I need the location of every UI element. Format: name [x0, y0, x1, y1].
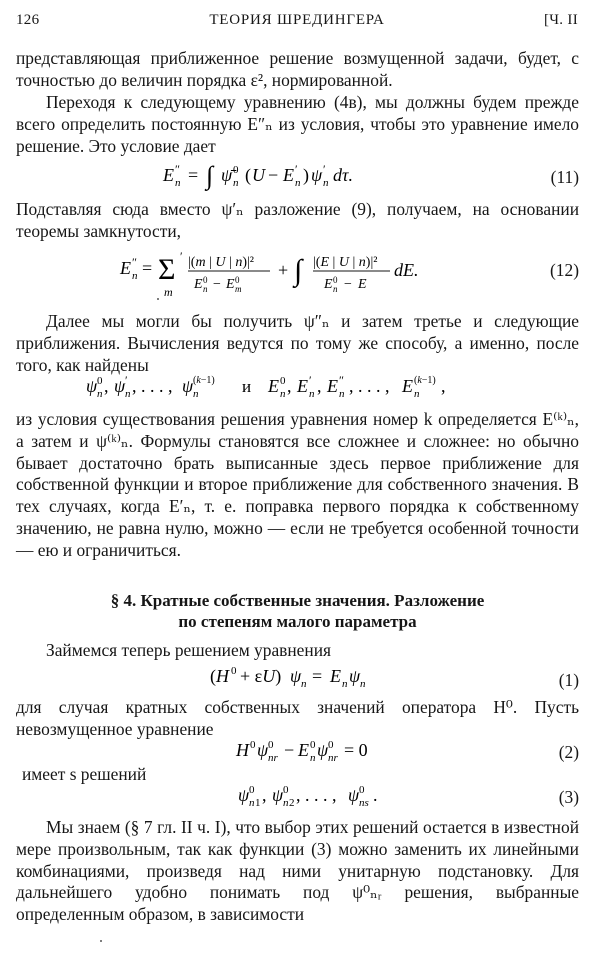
svg-text:+: +	[278, 260, 289, 280]
svg-text:E: E	[298, 740, 309, 760]
svg-text:−: −	[344, 277, 352, 292]
svg-text:n: n	[97, 388, 103, 400]
svg-text:n: n	[323, 177, 329, 189]
svg-text:0: 0	[359, 784, 365, 796]
svg-text:ψ: ψ	[317, 740, 329, 760]
equation-12-formula	[120, 246, 500, 302]
svg-text:dE.: dE.	[394, 260, 419, 280]
svg-text:E: E	[120, 258, 131, 278]
svg-text:ψ: ψ	[238, 785, 250, 805]
svg-text:″: ″	[132, 255, 137, 269]
equation-11-formula	[163, 159, 463, 193]
paragraph-1: представляющая приближенное решение возмущенной задачи, будет, с точностью до величин порядка ε², нормированной.	[16, 48, 579, 90]
equation-1-formula	[210, 660, 410, 694]
svg-text:2: 2	[289, 797, 295, 809]
svg-text:0: 0	[97, 375, 103, 387]
svg-text:0: 0	[280, 375, 286, 387]
svg-text:1: 1	[255, 797, 261, 809]
svg-text:n: n	[125, 388, 131, 400]
svg-text:0: 0	[233, 164, 239, 176]
svg-text:0: 0	[235, 275, 240, 285]
svg-text:nr: nr	[328, 752, 338, 764]
equation-3-number: (3)	[558, 787, 579, 807]
svg-text:.: .	[373, 785, 378, 805]
paragraph-3: Подставляя сюда вместо ψ′ₙ разложение (9), получаем, на основании теоремы замкнутости,	[16, 199, 579, 241]
svg-text:E: E	[324, 277, 333, 292]
svg-text:ψ: ψ	[311, 165, 323, 185]
equation-11-number: (11)	[550, 167, 579, 187]
svg-text:n: n	[283, 797, 289, 809]
found-functions-list	[16, 374, 579, 404]
svg-text:0: 0	[268, 739, 274, 751]
svg-text:0: 0	[310, 739, 316, 751]
found-functions-formula	[86, 370, 506, 404]
svg-text:,: ,	[317, 376, 322, 396]
svg-text:E: E	[194, 277, 203, 292]
svg-text:ψ: ψ	[348, 785, 360, 805]
svg-text:и: и	[242, 377, 252, 396]
svg-text:(H: (H	[210, 666, 229, 686]
equation-3	[16, 783, 579, 813]
svg-text:−: −	[284, 740, 295, 760]
svg-text:, . . . ,: , . . . ,	[349, 376, 390, 396]
svg-text:′: ′	[323, 162, 326, 176]
svg-text:, . . . ,: , . . . ,	[132, 376, 173, 396]
svg-text:n: n	[175, 177, 181, 189]
svg-text:m: m	[164, 285, 173, 299]
paragraph-8-text: имеет s решений	[22, 764, 147, 784]
svg-text:=: =	[312, 666, 323, 686]
svg-text:ψ: ψ	[349, 666, 361, 686]
svg-text:nr: nr	[268, 752, 278, 764]
svg-text:ψ: ψ	[114, 376, 126, 396]
svg-text:dτ.: dτ.	[333, 165, 353, 185]
svg-text:+ εU): + εU)	[240, 666, 282, 686]
svg-text:n: n	[132, 270, 138, 282]
svg-text:,: ,	[287, 376, 292, 396]
svg-text:(k−1): (k−1)	[193, 375, 215, 386]
svg-text:E: E	[297, 376, 308, 396]
equation-11	[16, 163, 579, 193]
svg-text:n: n	[310, 752, 316, 764]
svg-text:n: n	[233, 177, 239, 189]
paragraph-5: из условия существования решения уравнения номер k определяется E⁽ᵏ⁾ₙ, а затем и ψ⁽ᵏ⁾ₙ. Формулы становятся все сложнее и сложнее: но обычно бывает достаточно брать выписанные здесь первое приближение для собственной функции и второе приближение для собственного значения. В тех случаях, когда E′ₙ, т. е. поправка первого порядка к собственному значению, не равна нулю, можно — если не требуется особенной точности — ею и ограничиться.	[16, 409, 579, 560]
svg-text:ψ: ψ	[257, 740, 269, 760]
svg-text:0: 0	[203, 275, 208, 285]
svg-text:=: =	[142, 258, 153, 278]
svg-text:′: ′	[180, 249, 183, 263]
section-heading-line-2: по степеням малого параметра	[178, 612, 417, 631]
svg-text:ψ: ψ	[290, 666, 302, 686]
scan-speck	[100, 940, 102, 942]
svg-text:n: n	[309, 388, 315, 400]
svg-text:,: ,	[262, 785, 267, 805]
svg-text:= 0: = 0	[344, 740, 368, 760]
svg-text:E: E	[358, 277, 367, 292]
svg-text:E: E	[163, 165, 174, 185]
svg-text:H: H	[236, 740, 249, 760]
svg-text:,: ,	[104, 376, 109, 396]
paragraph-4: Далее мы могли бы получить ψ″ₙ и затем третье и следующие приближения. Вычисления ведутся по тому же способу, а именно, после того, как найдены	[16, 311, 579, 375]
svg-text:n: n	[301, 678, 307, 690]
equation-1	[16, 664, 579, 694]
svg-text:(k−1): (k−1)	[414, 375, 436, 386]
svg-text:,: ,	[441, 376, 446, 396]
svg-text:m: m	[235, 284, 242, 294]
svg-text:E: E	[283, 165, 294, 185]
svg-text:′: ′	[125, 373, 128, 387]
svg-text:″: ″	[339, 373, 344, 387]
svg-text:|(m | U | n)|²: |(m | U | n)|²	[188, 255, 255, 270]
svg-text:E: E	[268, 376, 279, 396]
svg-text:0: 0	[328, 739, 334, 751]
svg-text:n: n	[295, 177, 301, 189]
part-label: [Ч. II	[543, 12, 578, 28]
svg-text:n: n	[249, 797, 255, 809]
svg-text:n: n	[203, 284, 208, 294]
page-number: 126	[16, 12, 40, 28]
svg-text:ψ: ψ	[86, 376, 98, 396]
svg-text:n: n	[342, 678, 348, 690]
equation-3-formula	[238, 779, 418, 813]
svg-text:|(E | U | n)|²: |(E | U | n)|²	[313, 255, 378, 270]
svg-text:E: E	[226, 277, 235, 292]
svg-text:E: E	[402, 376, 413, 396]
svg-text:ψ: ψ	[182, 376, 194, 396]
paragraph-6: Займемся теперь решением уравнения	[46, 640, 332, 660]
paragraph-9: Мы знаем (§ 7 гл. II ч. I), что выбор этих решений остается в известной мере произвольным, так как функции (3) можно заменить их линейными комбинациями, произведя над ними унитарную подстановку. Для дальнейшего удобно понимать под ψ⁰ₙᵣ решения, выбранные определенным образом, в зависимости	[16, 817, 579, 925]
equation-12-number: (12)	[550, 260, 579, 280]
svg-text:(: (	[245, 165, 251, 185]
svg-text:″: ″	[175, 162, 180, 176]
svg-text:0: 0	[250, 739, 256, 751]
running-title: ТЕОРИЯ ШРЕДИНГЕРА	[209, 12, 385, 28]
section-heading-line-1: § 4. Кратные собственные значения. Разложение	[110, 591, 485, 610]
svg-text:ns: ns	[359, 797, 369, 809]
svg-text:′: ′	[295, 162, 298, 176]
svg-text:): )	[303, 165, 309, 185]
svg-text:n: n	[333, 284, 338, 294]
svg-text:0: 0	[249, 784, 255, 796]
equation-2-number: (2)	[558, 742, 579, 762]
svg-text:n: n	[193, 388, 199, 400]
paragraph-7: для случая кратных собственных значений оператора H⁰. Пусть невозмущенное уравнение	[16, 697, 579, 739]
svg-text:∫: ∫	[294, 254, 303, 287]
svg-text:Σ: Σ	[158, 253, 176, 286]
equation-1-number: (1)	[558, 670, 579, 690]
svg-text:−: −	[213, 277, 221, 292]
svg-text:0: 0	[283, 784, 289, 796]
svg-text:0: 0	[231, 665, 237, 677]
svg-text:ψ: ψ	[272, 785, 284, 805]
svg-text:−: −	[268, 165, 279, 185]
scan-speck	[157, 298, 159, 300]
svg-text:ψ̄: ψ̄	[221, 165, 233, 185]
running-header	[16, 12, 578, 32]
section-heading	[16, 590, 579, 632]
svg-text:∫: ∫	[206, 161, 214, 190]
svg-text:E: E	[327, 376, 338, 396]
equation-2-formula	[236, 734, 416, 768]
svg-text:′: ′	[309, 373, 312, 387]
svg-text:n: n	[339, 388, 345, 400]
svg-text:U: U	[252, 165, 265, 185]
svg-text:n: n	[280, 388, 286, 400]
svg-text:n: n	[414, 388, 420, 400]
svg-text:n: n	[360, 678, 366, 690]
equation-12	[16, 250, 579, 302]
svg-text:=: =	[188, 165, 199, 185]
paragraph-2: Переходя к следующему уравнению (4в), мы должны будем прежде всего определить постоянную E″ₙ из условия, чтобы это уравнение имело решение. Это условие дает	[16, 92, 579, 156]
svg-text:E: E	[330, 666, 341, 686]
svg-text:0: 0	[333, 275, 338, 285]
svg-text:, . . . ,: , . . . ,	[296, 785, 337, 805]
